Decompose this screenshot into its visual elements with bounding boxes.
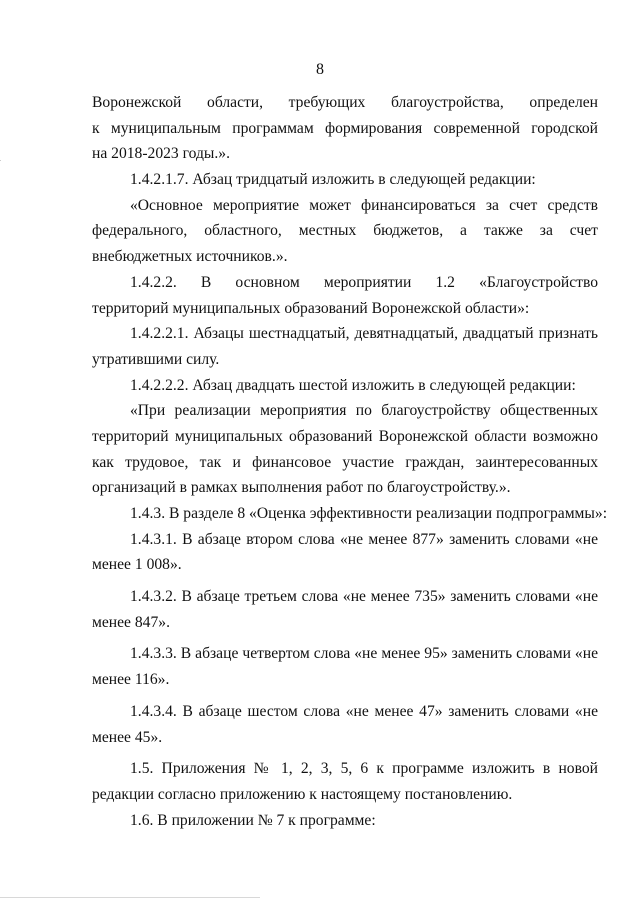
text-line: «При реализации мероприятия по благоустройству общественных	[130, 402, 598, 420]
text-line: Воронежской области, требующих благоустройства, определен	[92, 94, 598, 111]
text-line: 1.4.2.1.7. Абзац тридцатый изложить в следующей редакции:	[130, 171, 536, 189]
text-line: 1.4.3.4. В абзаце шестом слова «не менее 47» заменить словами «не	[130, 702, 598, 720]
text-line: организаций в рамках выполнения работ по благоустройству.».	[92, 479, 511, 497]
scan-bottom-edge	[0, 897, 260, 898]
text-line: 1.4.3.1. В абзаце втором слова «не менее 877» заменить словами «не	[130, 530, 598, 548]
text-line: 1.4.3.2. В абзаце третьем слова «не менее 735» заменить словами «не	[130, 588, 598, 606]
text-line: редакции согласно приложению к настоящему постановлению.	[92, 785, 513, 803]
text-line: менее 847».	[92, 613, 170, 631]
text-line: как трудовое, так и финансовое участие граждан, заинтересованных	[92, 453, 598, 471]
document-body	[92, 90, 608, 833]
text-line: 1.4.2.2.1. Абзацы шестнадцатый, девятнадцатый, двадцатый признать	[130, 325, 598, 343]
text-line: внебюджетных источников.».	[92, 248, 288, 266]
text-line: 1.4.3. В разделе 8 «Оценка эффективности реализации подпрограммы»:	[130, 505, 608, 522]
text-line: менее 116».	[92, 671, 170, 689]
text-line: территорий муниципальных образований Воронежской области»:	[92, 299, 530, 317]
text-line: на 2018-2023 годы.».	[92, 145, 230, 163]
text-line: 1.4.2.2. В основном мероприятии 1.2 «Благоустройство	[130, 273, 598, 291]
text-line: менее 45».	[92, 728, 163, 746]
text-line: территорий муниципальных образований Воронежской области возможно	[92, 427, 598, 445]
text-line: к муниципальным программам формирования современной городской	[92, 119, 598, 137]
text-line: утратившими силу.	[92, 350, 220, 368]
text-line: 1.5. Приложения № 1, 2, 3, 5, 6 к программе изложить в новой	[130, 760, 598, 778]
text-line: 1.4.3.3. В абзаце четвертом слова «не менее 95» заменить словами «не	[130, 645, 598, 663]
text-line: 1.4.2.2.2. Абзац двадцать шестой изложить в следующей редакции:	[130, 376, 576, 394]
page-number: 8	[316, 61, 324, 78]
scan-margin-mark	[0, 160, 1, 161]
text-line: 1.6. В приложении № 7 к программе:	[130, 811, 376, 829]
text-line: менее 1 008».	[92, 556, 182, 574]
text-line: федерального, областного, местных бюджетов, а также за счет	[92, 222, 598, 240]
text-line: «Основное мероприятие может финансироваться за счет средств	[130, 196, 598, 214]
